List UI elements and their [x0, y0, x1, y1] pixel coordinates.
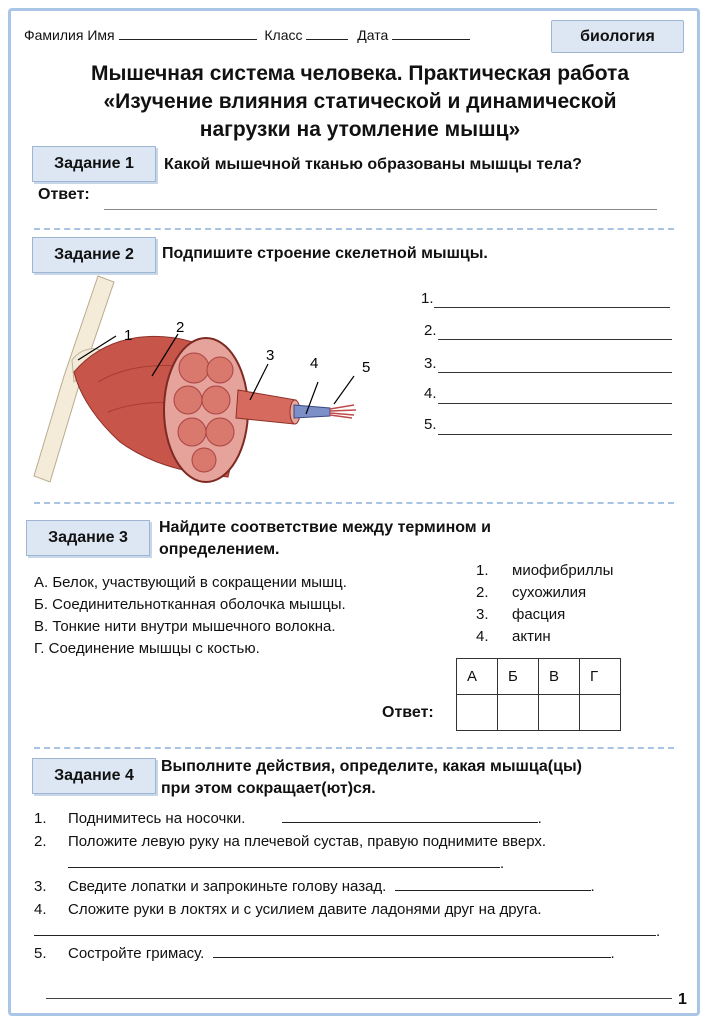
action-answer-line-2[interactable]	[68, 853, 500, 868]
task3-question-line-1: Найдите соответствие между термином и	[159, 519, 491, 536]
task4-label: Задание 4	[32, 758, 156, 794]
footer-rule	[46, 998, 672, 999]
page-title	[20, 60, 700, 144]
fascicle	[207, 357, 233, 383]
term-item: 2. сухожилия	[476, 584, 587, 601]
answer-num-2: 2.	[424, 322, 437, 339]
grid-answer-cell[interactable]	[539, 695, 580, 731]
grid-answer-cell[interactable]	[498, 695, 539, 731]
answer-grid	[456, 658, 621, 731]
task3-label: Задание 3	[26, 520, 150, 556]
answer-num-4: 4.	[424, 385, 437, 402]
grid-answer-cell[interactable]	[457, 695, 498, 731]
action-answer-line-3[interactable]	[395, 876, 591, 891]
date-field[interactable]	[392, 25, 470, 40]
definition-item: В. Тонкие нити внутри мышечного волокна.	[34, 618, 336, 635]
grid-header-b: Б	[498, 659, 539, 695]
action-item-2-answer: .	[68, 853, 504, 875]
definition-item: Г. Соединение мышцы с костью.	[34, 640, 260, 657]
definition-item: Б. Соединительнотканная оболочка мышцы.	[34, 596, 346, 613]
task3-answer-label: Ответ:	[382, 704, 434, 721]
fascicle	[174, 386, 202, 414]
title-line-2: «Изучение влияния статической и динамической	[103, 90, 617, 113]
answer-num-1: 1.	[421, 290, 434, 307]
fascicle	[178, 418, 206, 446]
class-field[interactable]	[306, 25, 348, 40]
extracted-fascicle	[236, 390, 296, 424]
action-text: Поднимитесь на носочки.	[68, 810, 246, 827]
structure-answer-line-4[interactable]	[438, 403, 672, 404]
grid-header-v: В	[539, 659, 580, 695]
action-item-1: 1. Поднимитесь на носочки. .	[34, 808, 542, 830]
grid-answer-cell[interactable]	[580, 695, 621, 731]
definitions-list	[34, 572, 347, 660]
figure-label-3: 3	[266, 347, 275, 364]
action-text: Сведите лопатки и запрокиньте голову назад.	[68, 878, 387, 895]
action-answer-line-4[interactable]	[34, 921, 656, 936]
name-label: Фамилия Имя	[24, 27, 115, 43]
pointer-line-5	[334, 376, 354, 404]
task4-question-line-2: при этом сокращает(ют)ся.	[161, 780, 376, 797]
date-label: Дата	[357, 27, 389, 43]
muscle-diagram	[28, 272, 378, 497]
title-line-1: Мышечная система человека. Практическая работа	[91, 62, 629, 85]
divider	[34, 228, 674, 230]
muscle-fiber	[294, 405, 330, 418]
figure-label-2: 2	[176, 319, 185, 336]
action-item-4-answer: .	[34, 921, 660, 943]
grid-header-g: Г	[580, 659, 621, 695]
action-answer-line-5[interactable]	[213, 943, 611, 958]
fascicle	[179, 353, 209, 383]
structure-answer-line-1[interactable]	[434, 307, 670, 308]
task1-answer-line[interactable]	[104, 209, 657, 210]
task1-answer-label: Ответ:	[38, 186, 90, 203]
terms-list	[476, 560, 613, 648]
task2-question: Подпишите строение скелетной мышцы.	[162, 245, 488, 262]
answer-num-3: 3.	[424, 355, 437, 372]
page-number: 1	[678, 991, 687, 1008]
action-num: 5.	[34, 945, 47, 962]
term-item: 1. миофибриллы	[476, 562, 614, 579]
task3-question	[159, 517, 491, 561]
action-item-2	[34, 831, 546, 853]
figure-label-5: 5	[362, 359, 371, 376]
action-num: 3.	[34, 878, 47, 895]
divider	[34, 502, 674, 504]
myofibrils	[330, 405, 356, 418]
task1-label: Задание 1	[32, 146, 156, 182]
student-info-line	[24, 25, 470, 43]
class-label: Класс	[264, 27, 303, 43]
action-item-4	[34, 899, 542, 921]
task4-question	[161, 756, 582, 800]
term-item: 3. фасция	[476, 606, 566, 623]
action-num: 2.	[34, 833, 47, 850]
title-line-3: нагрузки на утомление мышц»	[199, 118, 521, 141]
answer-num-5: 5.	[424, 416, 437, 433]
task3-question-line-2: определением.	[159, 541, 280, 558]
term-item: 4. актин	[476, 628, 551, 645]
action-text: Сложите руки в локтях и с усилием давите ладонями друг на друга.	[68, 901, 542, 918]
task2-label: Задание 2	[32, 237, 156, 273]
figure-label-1: 1	[124, 327, 133, 344]
task4-question-line-1: Выполните действия, определите, какая мышца(цы)	[161, 758, 582, 775]
action-item-5: 5. Состройте гримасу. .	[34, 943, 615, 965]
definition-item: А. Белок, участвующий в сокращении мышц.	[34, 574, 347, 591]
action-item-3: 3. Сведите лопатки и запрокиньте голову назад. .	[34, 876, 595, 898]
action-num: 4.	[34, 901, 47, 918]
figure-label-4: 4	[310, 355, 319, 372]
task1-question: Какой мышечной тканью образованы мышцы тела?	[164, 156, 582, 173]
name-field[interactable]	[119, 25, 257, 40]
action-answer-line-1[interactable]	[282, 808, 538, 823]
subject-badge: биология	[551, 20, 684, 53]
fascicle	[192, 448, 216, 472]
fascicle	[202, 386, 230, 414]
action-text: Положите левую руку на плечевой сустав, правую поднимите вверх.	[68, 833, 547, 850]
action-text: Состройте гримасу.	[68, 945, 205, 962]
divider	[34, 747, 674, 749]
structure-answer-line-2[interactable]	[438, 339, 672, 340]
action-num: 1.	[34, 810, 47, 827]
fascicle	[206, 418, 234, 446]
structure-answer-line-5[interactable]	[438, 434, 672, 435]
structure-answer-line-3[interactable]	[438, 372, 672, 373]
grid-header-a: А	[457, 659, 498, 695]
